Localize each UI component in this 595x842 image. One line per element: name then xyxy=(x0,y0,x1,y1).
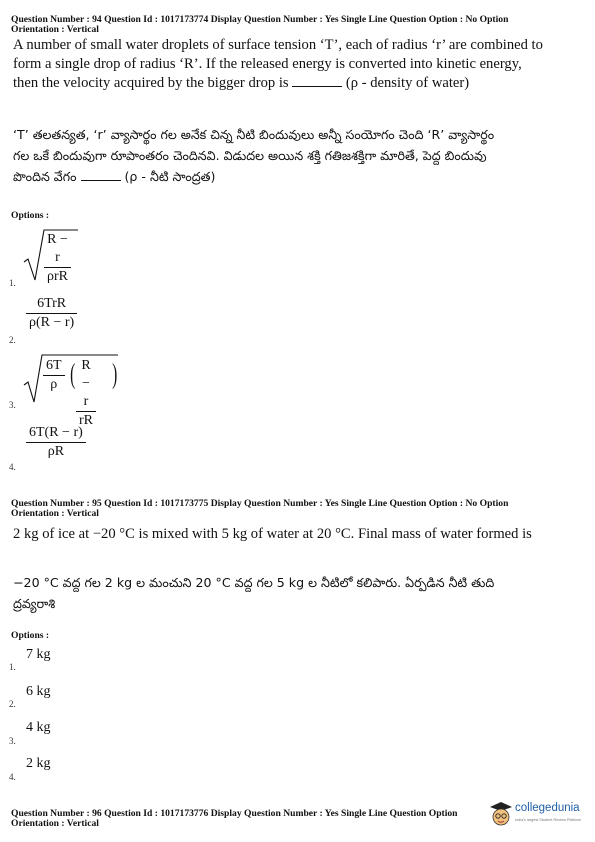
q94-option-2-number: 2. xyxy=(9,335,16,345)
logo-tagline: India's largest Student Review Platform xyxy=(515,818,582,822)
q94-meta-line2: Orientation : Vertical xyxy=(11,24,99,35)
q96-meta-line2: Orientation : Vertical xyxy=(11,818,99,829)
q95-option-3-number: 3. xyxy=(9,736,16,746)
fraction xyxy=(26,295,77,332)
denominator: ρR xyxy=(47,444,65,459)
q96-meta-line1: Question Number : 96 Question Id : 1017173776 Display Question Number : Yes Single Line Question Option xyxy=(11,808,458,819)
q94-option-4-number: 4. xyxy=(9,462,16,472)
q94-option-2-expression[interactable] xyxy=(26,295,77,332)
q95-options-title: Options : xyxy=(11,630,50,641)
denominator: ρ xyxy=(50,377,58,392)
q95-telugu-text xyxy=(13,572,583,614)
q94-en-line3-end: (ρ - density of water) xyxy=(345,75,470,91)
answer-blank xyxy=(81,180,121,181)
q95-option-1-number: 1. xyxy=(9,662,16,672)
q94-meta-line1: Question Number : 94 Question Id : 1017173774 Display Question Number : Yes Single Line Question Option : No Option xyxy=(11,14,509,25)
q94-en-line3-start: then the velocity acquired by the bigger drop is xyxy=(13,75,289,91)
q95-option-4[interactable]: 2 kg xyxy=(26,756,51,771)
q94-te-line3 xyxy=(13,166,583,187)
fraction xyxy=(76,357,96,430)
denominator: ρ(R − r) xyxy=(29,315,75,330)
answer-blank xyxy=(292,86,342,87)
q94-option-3-number: 3. xyxy=(9,400,16,410)
q95-meta-line2: Orientation : Vertical xyxy=(11,508,99,519)
numerator: R − r xyxy=(44,231,71,268)
q94-option-1-number: 1. xyxy=(9,278,16,288)
q95-option-4-number: 4. xyxy=(9,772,16,782)
right-paren: ) xyxy=(112,359,118,390)
q94-english-text xyxy=(13,36,583,93)
q95-te-line1: −20 °C వద్ద గల 2 kg ల మంచుని 20 °C వద్ద గల 5 kg ల నీటిలో కలిపారు. ఏర్పడిన నీటి తుది xyxy=(13,575,495,590)
q95-english-text: 2 kg of ice at −20 °C is mixed with 5 kg of water at 20 °C. Final mass of water formed is xyxy=(13,526,532,542)
numerator: R − r xyxy=(76,357,96,412)
logo-text: collegedunia xyxy=(515,802,580,814)
q94-option-4-expression[interactable] xyxy=(26,424,86,461)
q94-te-line1: ‘T’ తలతన్యత, ‘r’ వ్యాసార్థం గల అనేక చిన్న నీటి బిందువులు అన్నీ సంయోగం చెంది ‘R’ వ్యాసార్థం xyxy=(13,127,495,142)
denominator: ρrR xyxy=(47,269,68,284)
fraction xyxy=(43,357,65,394)
student-mascot-icon xyxy=(489,800,513,828)
q95-te-line2: ద్రవ్యరాశి xyxy=(13,596,56,611)
denominator: rR xyxy=(79,413,93,428)
q94-options-title: Options : xyxy=(11,210,50,221)
collegedunia-logo xyxy=(489,800,589,830)
q95-meta-line1: Question Number : 95 Question Id : 1017173775 Display Question Number : Yes Single Line Question Option : No Option xyxy=(11,498,509,509)
fraction xyxy=(44,231,71,286)
q94-telugu-text xyxy=(13,124,583,187)
q94-en-line2: form a single drop of radius ‘R’. If the released energy is converted into kinetic energy, xyxy=(13,56,522,72)
q95-option-1[interactable]: 7 kg xyxy=(26,647,51,662)
q94-te-line3-end: (ρ - నీటి సాంద్రత) xyxy=(124,169,216,184)
fraction xyxy=(26,424,86,461)
q95-option-2-number: 2. xyxy=(9,699,16,709)
numerator: 6T(R − r) xyxy=(26,424,86,443)
q94-en-line1: A number of small water droplets of surface tension ‘T’, each of radius ‘r’ are combined to xyxy=(13,37,543,53)
q94-te-line3-start: పొందిన వేగం xyxy=(13,169,77,184)
left-paren: ( xyxy=(70,359,76,390)
q94-en-line3 xyxy=(13,74,583,93)
q94-te-line2: గల ఒకే బిందువుగా రూపాంతరం చెందినవి. విడుదల అయిన శక్తి గతిజశక్తిగా మారితే, పెద్ద బిందువు xyxy=(13,148,487,163)
q95-option-2[interactable]: 6 kg xyxy=(26,684,51,699)
numerator: 6TrR xyxy=(26,295,77,314)
numerator: 6T xyxy=(43,357,65,376)
q95-option-3[interactable]: 4 kg xyxy=(26,720,51,735)
